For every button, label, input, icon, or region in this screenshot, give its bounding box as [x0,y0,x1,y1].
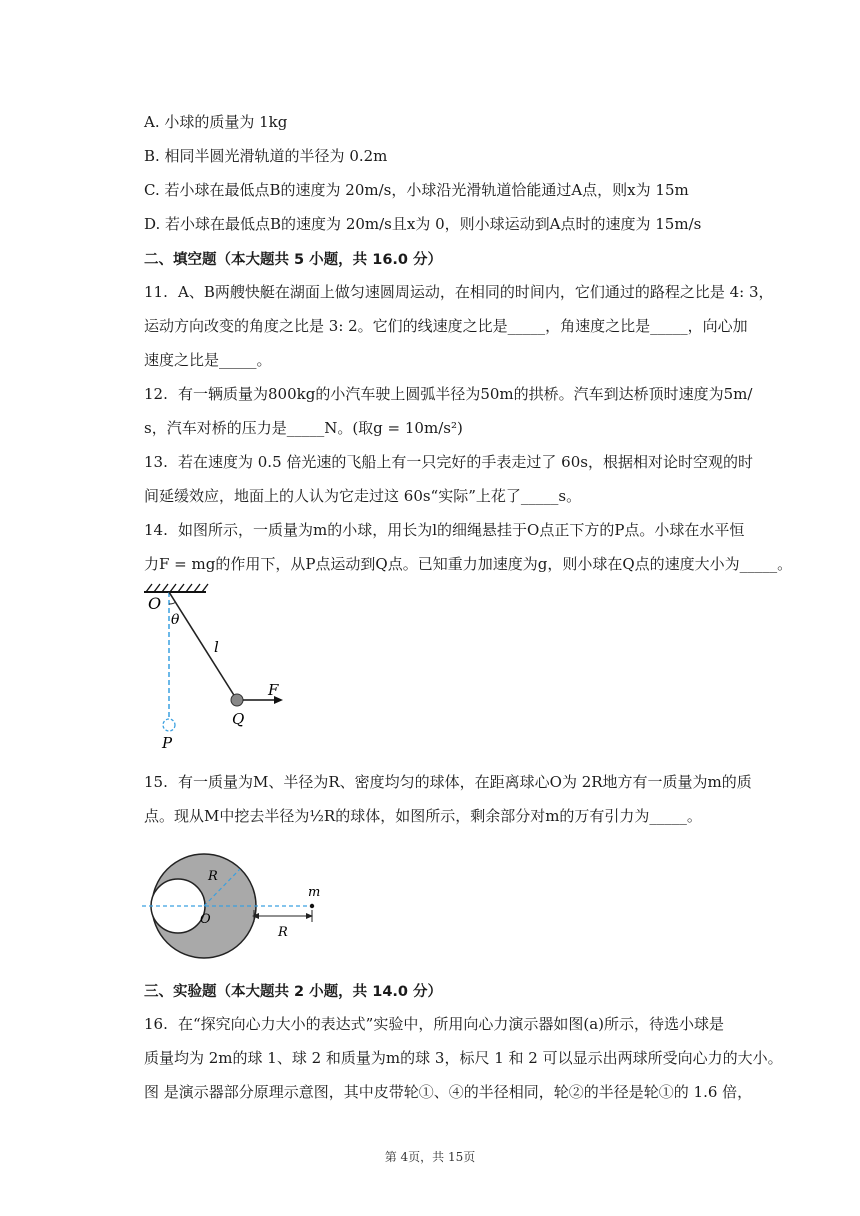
label-P: P [162,734,173,752]
q14-number: 14. [144,521,168,539]
label-Q: Q [232,710,245,728]
label-O: O [148,594,162,613]
q14-line2: 力F = mg的作用下，从P点运动到Q点。已知重力加速度为g，则小球在Q点的速度大小为_____。 [144,555,793,573]
ball-Q [231,694,243,706]
pendulum-figure [140,578,300,753]
label-R-top: R [208,869,218,884]
page-footer: 第 4页，共 15页 [384,1150,476,1164]
string-l [169,592,237,700]
option-c: C. 若小球在最低点B的速度为 20m/s，小球沿光滑轨道恰能通过A点，则x为 15m [144,181,689,199]
point-mass-m [310,904,314,908]
section-experiment-heading: 三、实验题（本大题共 2 小题，共 14.0 分） [144,984,443,1000]
q13-line1 [144,452,753,472]
label-F: F [268,681,279,699]
angle-arc [169,602,176,604]
sphere-figure [138,852,328,962]
q15-line1 [144,772,752,792]
q15-line2: 点。现从M中挖去半径为½R的球体，如图所示，剩余部分对m的万有引力为_____。 [144,807,702,825]
q11-number: 11. [144,283,168,301]
q11-line3: 速度之比是_____。 [144,351,272,369]
q14-line1 [144,520,744,540]
label-O-sphere: O [200,912,211,927]
q16-line1 [144,1014,724,1034]
q14-text1: 如图所示，一质量为m的小球，用长为l的细绳悬挂于O点正下方的P点。小球在水平恒 [178,521,745,539]
q11-line2: 运动方向改变的角度之比是 3: 2。它们的线速度之比是_____，角速度之比是_____，向心加 [144,317,748,335]
label-R-bottom: R [278,925,288,940]
option-b: B. 相同半圆光滑轨道的半径为 0.2m [144,147,388,165]
q16-line3: 图 是演示器部分原理示意图，其中皮带轮①、④的半径相同，轮②的半径是轮①的 1.6 倍， [144,1083,753,1101]
q16-line2: 质量均为 2m的球 1、球 2 和质量为m的球 3，标尺 1 和 2 可以显示出两球所受向心力的大小。 [144,1049,783,1067]
label-theta: θ [171,612,180,628]
q16-text1: 在“探究向心力大小的表达式”实验中，所用向心力演示器如图(a)所示，待选小球是 [178,1015,724,1033]
section-fill-in-heading: 二、填空题（本大题共 5 小题，共 16.0 分） [144,252,443,268]
q13-text1: 若在速度为 0.5 倍光速的飞船上有一只完好的手表走过了 60s，根据相对论时空观的时 [178,453,753,471]
q13-number: 13. [144,453,168,471]
option-a: A. 小球的质量为 1kg [144,113,288,131]
q12-number: 12. [144,385,168,403]
label-l: l [214,638,219,656]
q16-number: 16. [144,1015,168,1033]
q12-line1 [144,384,752,404]
q13-line2: 间延缓效应，地面上的人认为它走过这 60s“实际”上花了_____s。 [144,487,582,505]
option-d: D. 若小球在最低点B的速度为 20m/s且x为 0，则小球运动到A点时的速度为 15m/s [144,215,702,233]
initial-position-P [163,719,175,731]
q12-text1: 有一辆质量为800kg的小汽车驶上圆弧半径为50m的拱桥。汽车到达桥顶时速度为5m/ [178,385,753,403]
q11-text1: A、B两艘快艇在湖面上做匀速圆周运动，在相同的时间内，它们通过的路程之比是 4: 3， [178,283,774,301]
q12-line2: s，汽车对桥的压力是_____N。(取g = 10m/s²) [144,419,463,437]
ceiling-hatch [146,584,208,592]
q15-text1: 有一质量为M、半径为R、密度均匀的球体，在距离球心O为 2R地方有一质量为m的质 [178,773,752,791]
q11-line1 [144,282,774,302]
q15-number: 15. [144,773,168,791]
label-m: m [308,885,321,900]
